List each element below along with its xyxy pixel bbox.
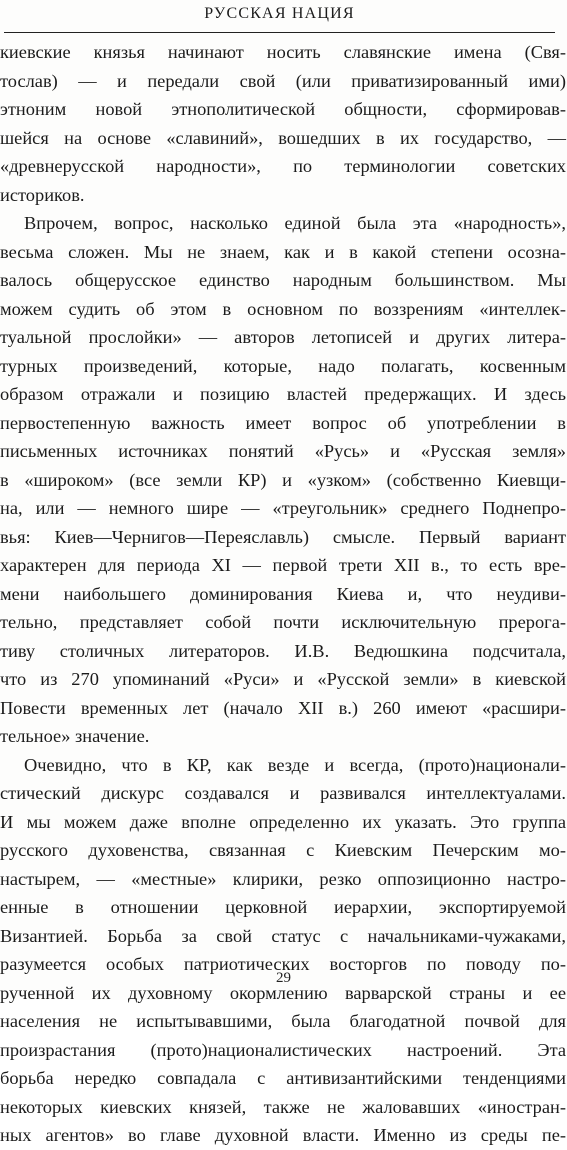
text-line: характерен для периода XI — первой трети XII в., то есть вре- (0, 555, 566, 575)
text-line: произрастания (прото)националистических настроений. Эта (0, 1039, 566, 1060)
running-head-title: РУССКАЯ НАЦИЯ (204, 5, 355, 22)
text-line: рученной их духовному окормлению варварской страны и ее (0, 982, 566, 1003)
text-line: турных произведений, которые, надо полагать, косвенным (0, 355, 566, 376)
text-line: И мы можем даже вполне определенно их указать. Это группа (0, 811, 566, 832)
text-line: настырем, — «местные» клирики, резко оппозиционно настро- (0, 868, 566, 889)
text-line: разумеется особых патриотических восторгов по поводу по- (0, 954, 566, 974)
text-line: этноним новой этнополитической общности, сформировав- (0, 99, 566, 119)
text-line: тиву столичных литераторов. И.В. Ведюшкина подсчитала, (0, 640, 566, 661)
text-line: Повести временных лет (начало XII в.) 260 имеют «расшири- (0, 697, 566, 718)
text-line: стический дискурс создавался и развивался интеллектуалами. (0, 783, 566, 803)
text-line: туальной прослойки» — авторов летописей и других литера- (0, 327, 566, 347)
text-line: населения не испытывавшими, была благодатной почвой для (0, 1011, 566, 1031)
text-line: валось общерусское единство народным большинством. Мы (0, 270, 566, 290)
text-line: шейся на основе «славиний», вошедших в их государство, — (0, 127, 566, 148)
text-line: образом отражали и позицию властей предержащих. И здесь (0, 384, 566, 404)
text-line: историков. (0, 184, 85, 205)
text-line: можем судить об этом в основном по воззрениям «интеллек- (0, 298, 566, 319)
text-line: киевские князья начинают носить славянские имена (Свя- (0, 42, 566, 62)
text-line: «древнерусской народности», по терминологии советских (0, 156, 566, 176)
text-line: письменных источниках понятий «Русь» и «Русская земля» (0, 441, 566, 461)
text-line: борьба нередко совпадала с антивизантийскими тенденциями (0, 1068, 566, 1088)
text-line: ных агентов» во главе духовной власти. Именно из среды пе- (0, 1125, 566, 1145)
running-head (4, 2, 555, 33)
text-line: мени наибольшего доминирования Киева и, что неудиви- (0, 583, 566, 604)
text-line: в «широком» (все земли КР) и «узком» (собственно Киевщи- (0, 469, 566, 490)
page-number: 29 (276, 970, 291, 986)
text-line: Очевидно, что в КР, как везде и всегда, (прото)национали- (24, 754, 566, 775)
text-line: Византией. Борьба за свой статус с начальниками-чужаками, (0, 925, 566, 946)
text-line: тельно, представляет собой почти исключительную прерога- (0, 612, 566, 632)
text-line: вья: Киев—Чернигов—Переяславль) смысле. Первый вариант (0, 526, 566, 547)
text-line: енные в отношении церковной иерархии, экспортируемой (0, 897, 566, 917)
text-line: что из 270 упоминаний «Руси» и «Русской земли» в киевской (0, 669, 566, 689)
text-line: первостепенную важность имеет вопрос об употреблении в (0, 412, 566, 433)
text-line: тослав) — и передали свой (или приватизированный ими) (0, 70, 566, 91)
text-line: Впрочем, вопрос, насколько единой была эта «народность», (24, 213, 566, 233)
text-line: некоторых киевских князей, также не жаловавших «иностран- (0, 1096, 566, 1117)
text-line: русского духовенства, связанная с Киевским Печерским мо- (0, 840, 566, 860)
text-line: тельное» значение. (0, 726, 150, 746)
text-line: на, или — немного шире — «треугольник» среднего Поднепро- (0, 498, 566, 518)
text-line: весьма сложен. Мы не знаем, как и в какой степени осозна- (0, 241, 566, 262)
